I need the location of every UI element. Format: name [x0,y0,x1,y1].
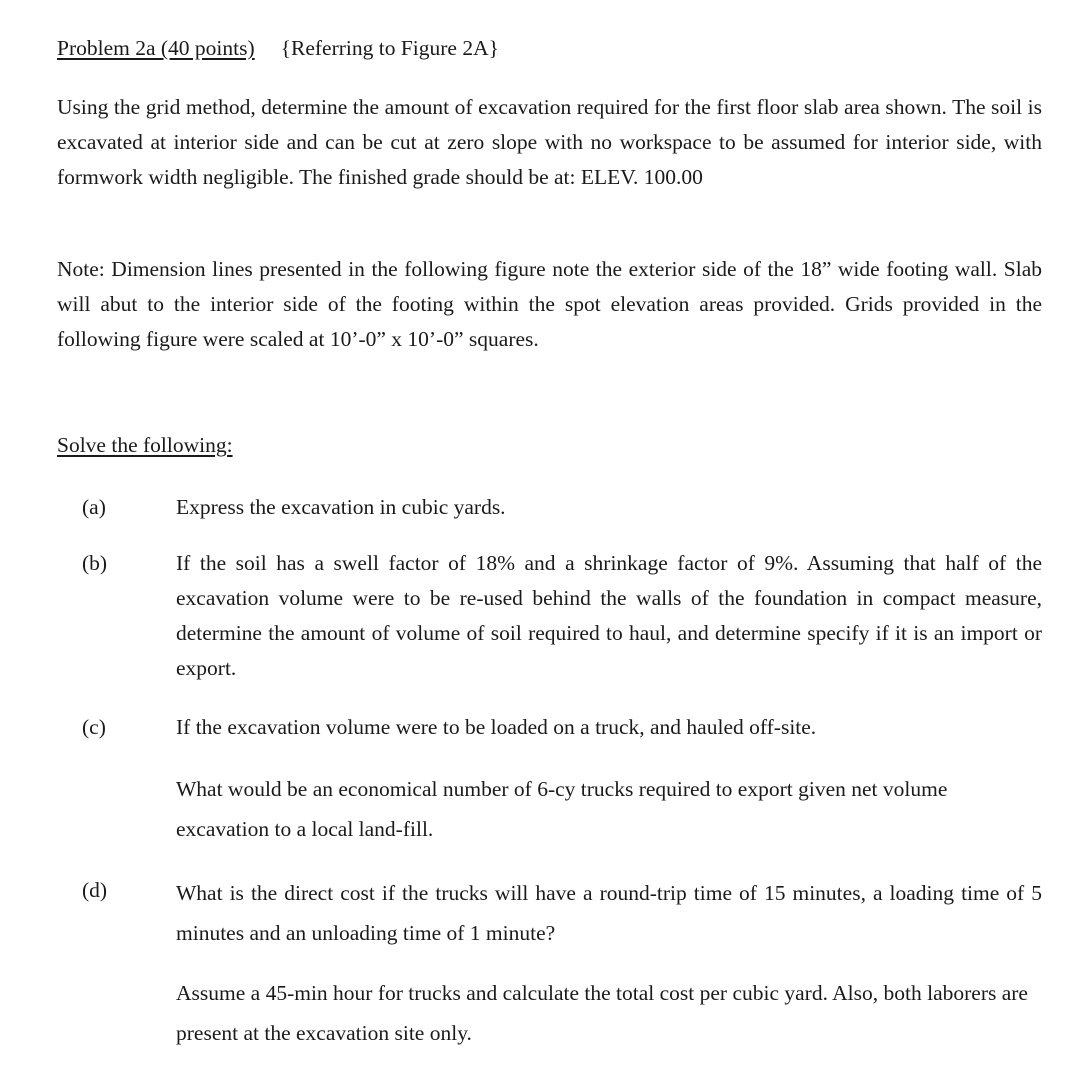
question-label: (a) [82,495,106,519]
question-text: If the soil has a swell factor of 18% and a shrinkage factor of 9%. Assuming that half of the excavation volume were to be re-used behind the walls of the foundation in compact measure, determine the amount of volume of soil required to haul, and determine specify if it is an import or export. [176,551,1042,680]
question-label: (b) [82,551,108,575]
question-label: (d) [82,878,108,902]
question-label: (c) [82,715,106,739]
problem-title: Problem 2a (40 points) [57,36,255,60]
question-text: What is the direct cost if the trucks will have a round-trip time of 15 minutes, a loading time of 5 minutes and an unloading time of 1 minute? [176,881,1042,945]
solve-heading: Solve the following: [57,433,233,457]
note-paragraph: Note: Dimension lines presented in the following figure note the exterior side of the 18” wide footing wall. Slab will abut to the interior side of the footing within the spot elevation areas provided. Grids provided in the following figure were scaled at 10’-0” x 10’-0” squares. [57,257,1042,351]
question-text: Express the excavation in cubic yards. [176,495,506,519]
intro-paragraph-1: Using the grid method, determine the amount of excavation required for the first floor slab area shown. The soil is excavated at interior side and can be cut at zero slope with no workspace to be assumed for interior side, with formwork width negligible. The finished grade should be at: ELEV. 100.00 [57,95,1042,189]
problem-heading [57,36,499,61]
question-c-followup: What would be an economical number of 6-cy trucks required to export given net volume excavation to a local land-fill. [176,777,948,841]
question-text: If the excavation volume were to be loaded on a truck, and hauled off-site. [176,715,817,739]
question-d-followup: Assume a 45-min hour for trucks and calculate the total cost per cubic yard. Also, both laborers are present at the excavation site only. [176,981,1028,1045]
figure-reference: {Referring to Figure 2A} [280,36,499,60]
